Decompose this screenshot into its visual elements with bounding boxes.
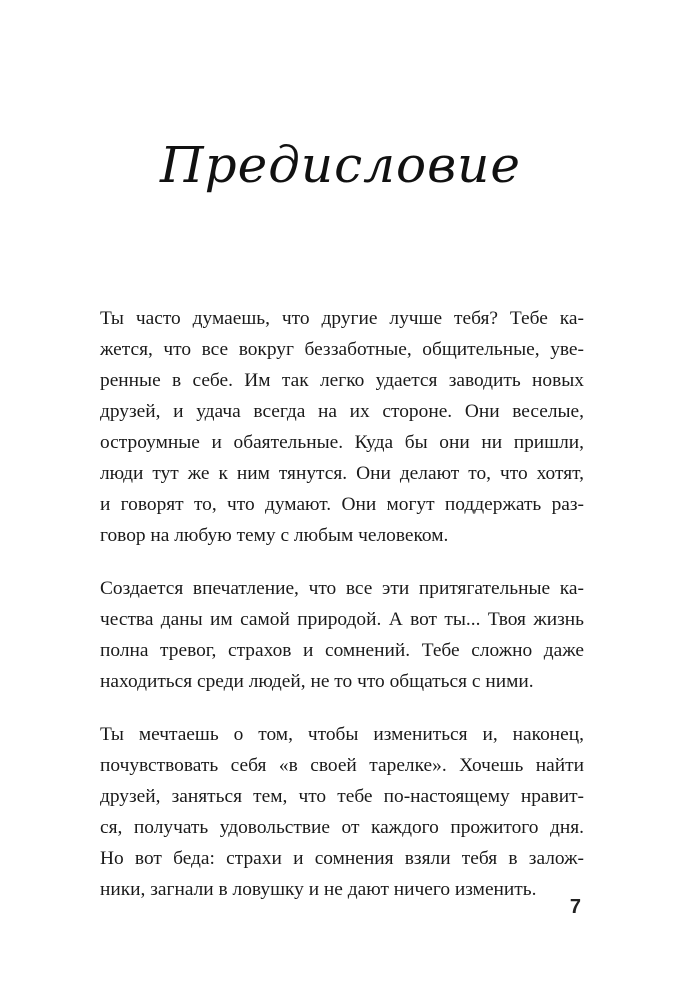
text-line: Создается впечатление, что все эти притягательные ка- (100, 578, 584, 599)
text-line: говор на любую тему с любым человеком. (100, 525, 449, 546)
text-line: ся, получать удовольствие от каждого прожитого дня. (100, 817, 584, 838)
text-line: почувствовать себя «в своей тарелке». Хочешь найти (100, 755, 584, 776)
text-line: люди тут же к ним тянутся. Они делают то, что хотят, (100, 463, 584, 484)
paragraph-2 (100, 573, 584, 697)
page-number: 7 (569, 896, 581, 918)
chapter-title: Предисловие (160, 136, 521, 194)
paragraph-1 (100, 303, 584, 551)
text-line: остроумные и обаятельные. Куда бы они ни пришли, (100, 432, 584, 453)
text-line: Но вот беда: страхи и сомнения взяли тебя в залож- (100, 848, 584, 869)
text-line: Ты мечтаешь о том, чтобы измениться и, наконец, (100, 724, 584, 745)
text-line: друзей, и удача всегда на их стороне. Они веселые, (100, 401, 584, 422)
text-line: и говорят то, что думают. Они могут поддержать раз- (100, 494, 584, 515)
text-line: ники, загнали в ловушку и не дают ничего изменить. (100, 879, 537, 900)
text-line: Ты часто думаешь, что другие лучше тебя? Тебе ка- (100, 308, 584, 329)
text-line: жется, что все вокруг беззаботные, общительные, уве- (100, 339, 584, 360)
text-line: чества даны им самой природой. А вот ты... Твоя жизнь (100, 609, 584, 630)
paragraph-3 (100, 719, 584, 905)
body-text (100, 303, 584, 927)
text-line: друзей, заняться тем, что тебе по-настоящему нравит- (100, 786, 584, 807)
text-line: ренные в себе. Им так легко удается заводить новых (100, 370, 584, 391)
text-line: полна тревог, страхов и сомнений. Тебе сложно даже (100, 640, 584, 661)
text-line: находиться среди людей, не то что общаться с ними. (100, 671, 534, 692)
